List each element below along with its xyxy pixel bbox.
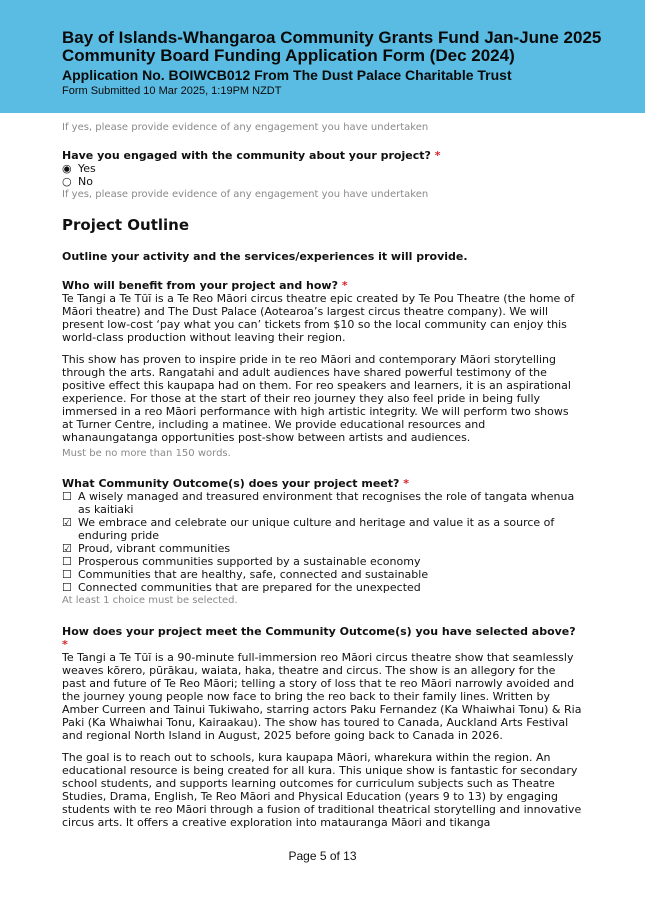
checkbox-unchecked-icon: ☐ [62, 568, 72, 581]
radio-label: No [78, 175, 93, 188]
outcomes-question-block [62, 477, 582, 607]
form-title-line-1: Bay of Islands-Whangaroa Community Grants Fund Jan-June 2025 [62, 28, 602, 47]
benefit-question-block [62, 279, 582, 460]
form-header [0, 0, 645, 113]
meet-answer-paragraph-1: Te Tangi a Te Tūī is a 90-minute full-immersion reo Māori circus theatre show that seamlessly weaves kōrero, pūrākau, waiata, haka, theatre and circus. The show is an allegory for the past and future of Te Reo Māori; telling a story of loss that te reo Māori narrowly avoided and the journey young people now face to bring the reo back to their family lines. Written by Amber Curreen and Tainui Tukiwaho, starring actors Paku Fernandez (Ka Whaiwhai Tonu) & Ria Paki (Ka Whaiwhai Tonu, Kairaakau). The show has toured to Canada, Auckland Arts Festival and regional North Island in August, 2025 before going back to Canada in 2026. [62, 651, 582, 742]
checkbox-label: Proud, vibrant communities [78, 542, 231, 555]
page-number: Page 5 of 13 [288, 849, 357, 863]
checkbox-label: A wisely managed and treasured environment that recognises the role of tangata whenua as kaitiaki [78, 490, 575, 516]
checkbox-checked-icon: ☑ [62, 516, 72, 529]
word-limit-hint: Must be no more than 150 words. [62, 448, 231, 459]
meet-question-block [62, 625, 582, 829]
checkbox-unchecked-icon: ☐ [62, 555, 72, 568]
choice-required-hint: At least 1 choice must be selected. [62, 595, 238, 606]
radio-label: Yes [78, 162, 96, 175]
radio-option-no[interactable] [62, 175, 582, 188]
outline-instruction: Outline your activity and the services/experiences it will provide. [62, 250, 468, 263]
required-marker: * [403, 477, 409, 490]
section-heading-project-outline: Project Outline [62, 216, 190, 234]
checkbox-option-proud-communities[interactable] [62, 542, 582, 555]
engagement-evidence-hint: If yes, please provide evidence of any engagement you have undertaken [62, 189, 429, 200]
application-number: Application No. BOIWCB012 From The Dust Palace Charitable Trust [62, 67, 512, 83]
benefit-answer-paragraph-2: This show has proven to inspire pride in te reo Māori and contemporary Māori storytelling through the arts. Rangatahi and adult audiences have shared powerful testimony of the positive effect this kaupapa had on them. For reo speakers and learners, it is an aspirational experience. For those at the start of their reo journey they also feel pride in being fully immersed in a reo Māori performance with high artistic integrity. We will perform two shows at Turner Centre, including a matinee. We provide educational resources and whanaungatanga opportunities post-show between artists and audiences. [62, 353, 571, 444]
radio-selected-icon: ◉ [62, 162, 72, 175]
checkbox-unchecked-icon: ☐ [62, 490, 72, 503]
checkbox-checked-icon: ☑ [62, 542, 72, 555]
engagement-question: Have you engaged with the community about your project? * [62, 149, 441, 162]
checkbox-option-healthy[interactable] [62, 568, 582, 581]
benefit-answer-paragraph-1: Te Tangi a Te Tūī is a Te Reo Māori circus theatre epic created by Te Pou Theatre (the home of Māori theatre) and The Dust Palace (Aotearoa’s largest circus theatre company). We will present low-cost ‘pay what you can’ tickets from $10 so the local community can enjoy this world-class production without leaving their region. [62, 292, 575, 344]
checkbox-option-environment[interactable] [62, 490, 582, 516]
engagement-evidence-hint-top: If yes, please provide evidence of any engagement you have undertaken [62, 122, 429, 133]
checkbox-option-prepared[interactable] [62, 581, 582, 594]
required-marker: * [62, 638, 68, 651]
checkbox-label: Communities that are healthy, safe, connected and sustainable [78, 568, 429, 581]
outcomes-question: What Community Outcome(s) does your project meet? * [62, 477, 409, 490]
checkbox-option-prosperous[interactable] [62, 555, 582, 568]
required-marker: * [434, 149, 441, 162]
checkbox-label: We embrace and celebrate our unique culture and heritage and value it as a source of enduring pride [78, 516, 555, 542]
radio-option-yes[interactable] [62, 162, 582, 175]
form-content [62, 121, 582, 829]
required-marker: * [341, 279, 348, 292]
checkbox-unchecked-icon: ☐ [62, 581, 72, 594]
radio-empty-icon: ○ [62, 175, 72, 188]
meet-answer-paragraph-2: The goal is to reach out to schools, kura kaupapa Māori, wharekura within the region. An educational resource is being created for all kura. This unique show is fantastic for secondary school students, and supports learning outcomes for curriculum subjects such as Theatre Studies, Drama, English, Te Reo Māori and Physical Education (years 9 to 13) by engaging students with te reo Māori through a fusion of traditional theatrical storytelling and innovative circus arts. It offers a creative exploration into matauranga Māori and tikanga [62, 751, 582, 829]
checkbox-label: Prosperous communities supported by a sustainable economy [78, 555, 421, 568]
submitted-date: Form Submitted 10 Mar 2025, 1:19PM NZDT [62, 85, 282, 97]
form-title-line-2: Community Board Funding Application Form (Dec 2024) [62, 46, 515, 65]
benefit-question: Who will benefit from your project and how? * [62, 279, 348, 292]
meet-question: How does your project meet the Community Outcome(s) you have selected above? * [62, 625, 576, 651]
checkbox-label: Connected communities that are prepared for the unexpected [78, 581, 421, 594]
engagement-question-block [62, 149, 582, 201]
checkbox-option-culture-heritage[interactable] [62, 516, 582, 542]
